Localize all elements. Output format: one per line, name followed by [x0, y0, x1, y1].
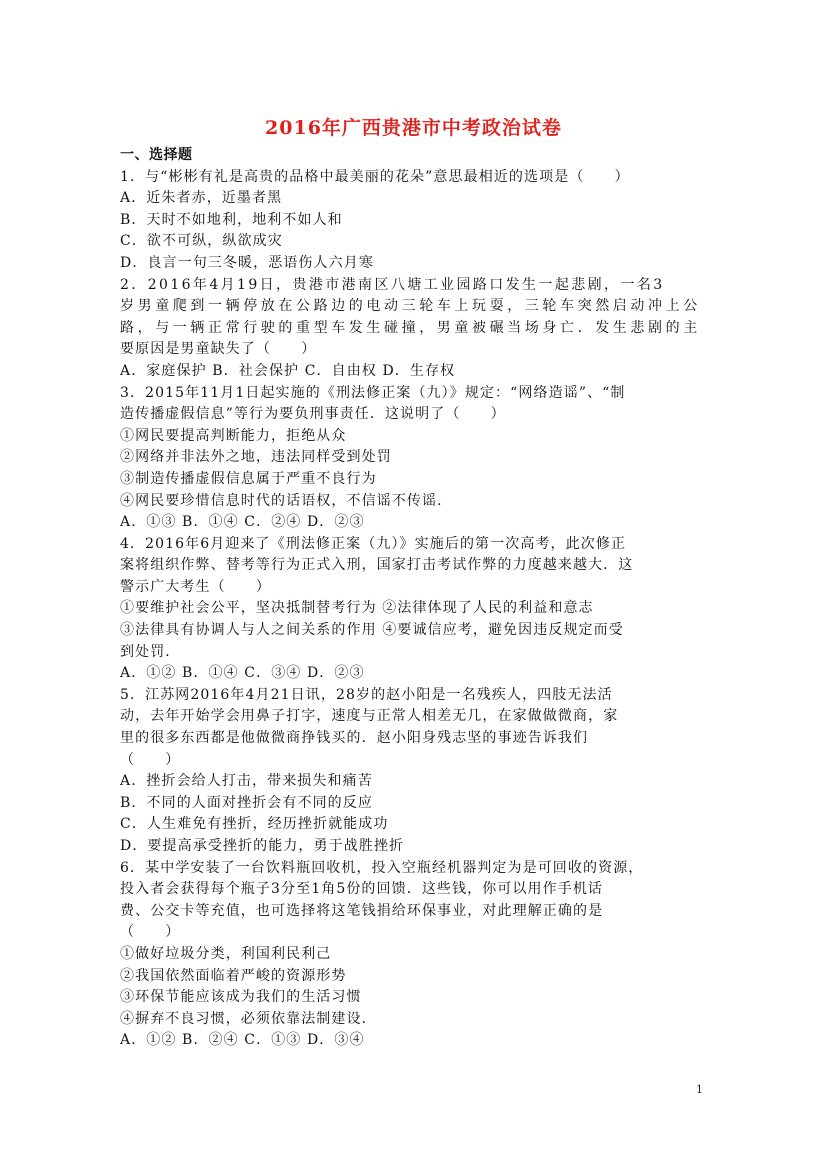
question-6-statement-2: ②我国依然面临着严峻的资源形势	[120, 967, 347, 984]
question-1-option-b: B．天时不如地利，地利不如人和	[120, 211, 343, 228]
question-3-stem-line: 造传播虚假信息”等行为要负刑事责任．这说明了（ ）	[120, 406, 506, 423]
question-5-option-a: A．挫折会给人打击，带来损失和痛苦	[120, 773, 373, 790]
question-3-statement-2: ②网络并非法外之地，违法同样受到处罚	[120, 449, 392, 466]
question-4-stem-line: 案将组织作弊、替考等行为正式入刑，国家打击考试作弊的力度越来越大．这	[120, 557, 634, 574]
document-title: 2016年广西贵港市中考政治试卷	[265, 117, 562, 139]
question-3-options: A．①③ B．①④ C．②④ D．②③	[120, 514, 365, 531]
question-6-statement-3: ③环保节能应该成为我们的生活习惯	[120, 989, 362, 1006]
question-6-statement-4: ④摒弃不良习惯，必须依靠法制建设．	[120, 1010, 377, 1027]
question-5-stem-line: （ ）	[120, 751, 181, 768]
question-4-statements: ③法律具有协调人与人之间关系的作用 ④要诚信应考，避免因违反规定而受	[120, 622, 624, 639]
question-6-stem-line: 费、公交卡等充值，也可选择将这笔钱捐给环保事业，对此理解正确的是	[120, 902, 604, 919]
question-3-statement-1: ①网民要提高判断能力，拒绝从众	[120, 427, 347, 444]
question-2-options: A．家庭保护 B．社会保护 C．自由权 D．生存权	[120, 362, 456, 379]
question-5-option-d: D．要提高承受挫折的能力，勇于战胜挫折	[120, 838, 405, 854]
question-4-stem-line: 4．2016年6月迎来了《刑法修正案（九）》实施后的第一次高考，此次修正	[120, 535, 627, 552]
question-4-options: A．①② B．①④ C．③④ D．②③	[120, 665, 365, 682]
question-6-stem-line: 投入者会获得每个瓶子3分至1角5份的回馈．这些钱，你可以用作手机话	[120, 881, 604, 898]
question-3-statement-4: ④网民要珍惜信息时代的话语权，不信谣不传谣．	[120, 492, 453, 509]
question-2-stem-line: 要原因是男童缺失了（ ）	[120, 341, 317, 358]
question-1-option-a: A．近朱者赤，近墨者黑	[120, 190, 283, 207]
question-5-option-b: B．不同的人面对挫折会有不同的反应	[120, 794, 373, 811]
question-6-stem-line: （ ）	[120, 924, 181, 941]
question-5-option-c: C．人生难免有挫折，经历挫折就能成功	[120, 816, 389, 833]
question-1-stem: 1．与“彬彬有礼是高贵的品格中最美丽的花朵”意思最相近的选项是（ ）	[120, 168, 630, 185]
question-5-stem-line: 动，去年开始学会用鼻子打字，速度与正常人相差无几，在家做做微商，家	[120, 708, 619, 725]
question-4-stem-line: 警示广大考生（ ）	[120, 578, 271, 595]
question-5-stem-line: 5．江苏网2016年4月21日讯，28岁的赵小阳是一名残疾人，四肢无法活	[120, 686, 613, 703]
question-2-stem-line: 岁男童爬到一辆停放在公路边的电动三轮车上玩耍，三轮车突然启动冲上公	[120, 298, 701, 315]
page-number: 1	[696, 1083, 703, 1096]
section-heading: 一、选择题	[120, 147, 193, 163]
document-body	[120, 145, 705, 1052]
question-6-stem-line: 6．某中学安装了一台饮料瓶回收机，投入空瓶经机器判定为是可回收的资源，	[120, 859, 644, 876]
question-1-option-c: C．欲不可纵，纵欲成灾	[120, 233, 283, 250]
question-1-option-d: D．良言一句三冬暖，恶语伤人六月寒	[120, 254, 374, 271]
question-4-statements: 到处罚．	[120, 643, 181, 660]
question-2-stem-line: 路，与一辆正常行驶的重型车发生碰撞，男童被碾当场身亡．发生悲剧的主	[120, 319, 701, 336]
question-4-statements: ①要维护社会公平，坚决抵制替考行为 ②法律体现了人民的利益和意志	[120, 600, 594, 617]
question-5-stem-line: 里的很多东西都是他做微商挣钱买的．赵小阳身残志坚的事迹告诉我们	[120, 730, 589, 747]
question-3-statement-3: ③制造传播虚假信息属于严重不良行为	[120, 470, 377, 487]
question-3-stem-line: 3．2015年11月1日起实施的《刑法修正案（九）》规定：“网络造谣”、“制	[120, 384, 626, 401]
question-6-statement-1: ①做好垃圾分类，利国利民利己	[120, 945, 332, 962]
question-6-options: A．①② B．②④ C．①③ D．③④	[120, 1032, 365, 1049]
question-2-stem-line: 2．2016年4月19日，贵港市港南区八塘工业园路口发生一起悲剧，一名3	[120, 276, 665, 293]
